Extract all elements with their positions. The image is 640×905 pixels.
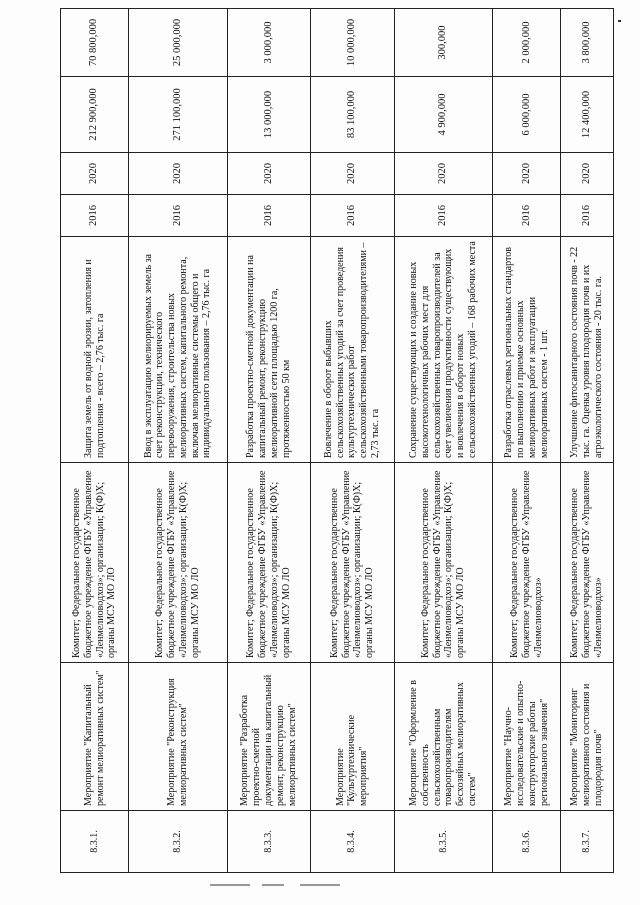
table-row [129,9,228,873]
measure-executor: Комитет; Федеральное государственное бюджетное учреждение ФГБУ «Управление «Ленмелиоводхоз»; организации; К(Ф)Х; органы МСУ МО ЛО [227,463,310,663]
measure-name: Мероприятие "Мониторинг мелиоративного состояния и плодородия почв" [561,663,614,811]
end-year: 2020 [311,153,394,195]
measure-executor: Комитет; Федеральное государственное бюджетное учреждение ФГБУ «Управление «Ленмелиоводхоз»; организации; К(Ф)Х; органы МСУ МО ЛО [394,463,493,663]
measure-result: Сохранение существующих и создание новых высокотехнологичных рабочих мест для сельскохозяйственных товаропроизводителей за счет увеличения продуктивности существующих и вовлечения в оборот новых сельскохозяйственных угодий – 168 рабочих места [394,237,493,463]
measure-name: Мероприятие "Оформление в собственность сельскохозяйственным товаропроизводителям бесхозяйных мелиоративных систем" [394,663,493,811]
budget-amount: 3 800,000 [561,9,614,77]
total-amount: 13 000,000 [227,77,310,153]
start-year: 2016 [129,195,228,237]
start-year: 2016 [561,195,614,237]
budget-amount: 70 800,000 [61,9,129,77]
budget-amount: 300,000 [394,9,493,77]
measure-executor: Комитет; Федеральное государственное бюджетное учреждение ФГБУ «Управление «Ленмелиоводхоз»; организации; К(Ф)Х; органы МСУ МО ЛО [61,463,129,663]
row-code: 8.3.5. [394,811,493,873]
row-code: 8.3.1. [61,811,129,873]
start-year: 2016 [394,195,493,237]
scan-rule [300,884,340,886]
budget-amount: 2 000,000 [493,9,561,77]
measure-result: Разработка проектно-сметной документации на капитальный ремонт, реконструкцию мелиоративной сети площадью 1200 га, протяженностью 50 км [227,237,310,463]
scan-rule [262,884,284,886]
rotated-table-container [60,9,614,873]
measure-result: Вовлечение в оборот выбывших сельскохозяйственных угодий за счет проведения культуртехнических работ сельскохозяйственными товаропроизводителями – 2,73 тыс. га [311,237,394,463]
measure-executor: Комитет; Федеральное государственное бюджетное учреждение ФГБУ «Управление «Ленмелиоводхоз»; организации; К(Ф)Х; органы МСУ МО ЛО [311,463,394,663]
table-row [61,9,129,873]
measure-result: Ввод в эксплуатацию мелиорируемых земель за счет реконструкции, технического перевооружения, строительства новых мелиоративных систем, капитального ремонта, включая мелиоративные системы общего и индивидуального пользования – 2,76 тыс. га [129,237,228,463]
start-year: 2016 [493,195,561,237]
end-year: 2020 [227,153,310,195]
measure-result: Улучшение фитосанитарного состояния почв - 22 тыс. га. Оценка уровня плодородия почв и их агроэкологического состояния - 20 тыс. га. [561,237,614,463]
measure-result: Разработка отраслевых региональных стандартов по выполнению и приемке основных мелиоративных работ и эксплуатации мелиоративных систем - 1 шт. [493,237,561,463]
total-amount: 6 000,000 [493,77,561,153]
measure-result: Защита земель от водной эрозии, затопления и подтопления - всего – 2,76 тыс. га [61,237,129,463]
end-year: 2020 [561,153,614,195]
measure-name: Мероприятие "Капитальный ремонт мелиоративных систем" [61,663,129,811]
total-amount: 4 900,000 [394,77,493,153]
start-year: 2016 [311,195,394,237]
end-year: 2020 [61,153,129,195]
total-amount: 12 400,000 [561,77,614,153]
measures-table [60,8,614,873]
end-year: 2020 [493,153,561,195]
measure-name: Мероприятие "Разработка проектно-сметной документации на капитальный ремонт, реконструкцию мелиоративных систем" [227,663,310,811]
table-row [493,9,561,873]
table-row [394,9,493,873]
budget-amount: 25 000,000 [129,9,228,77]
end-year: 2020 [394,153,493,195]
measure-executor: Комитет; Федеральное государственное бюджетное учреждение ФГБУ «Управление «Ленмелиоводхоз» [493,463,561,663]
measure-executor: Комитет; Федеральное государственное бюджетное учреждение ФГБУ «Управление «Ленмелиоводхоз» [561,463,614,663]
row-code: 8.3.3. [227,811,310,873]
budget-amount: 3 000,000 [227,9,310,77]
total-amount: 83 100,000 [311,77,394,153]
measure-executor: Комитет; Федеральное государственное бюджетное учреждение ФГБУ «Управление «Ленмелиоводхоз»; организации; К(Ф)Х; органы МСУ МО ЛО [129,463,228,663]
scan-rule [210,884,250,886]
row-code: 8.3.7. [561,811,614,873]
row-code: 8.3.6. [493,811,561,873]
measure-name: Мероприятие "Культуртехнические мероприятия" [311,663,394,811]
start-year: 2016 [227,195,310,237]
budget-amount: 10 000,000 [311,9,394,77]
scan-mark [618,20,621,22]
row-code: 8.3.4. [311,811,394,873]
table-row [227,9,310,873]
total-amount: 212 900,000 [61,77,129,153]
measure-name: Мероприятие "Реконструкция мелиоративных систем" [129,663,228,811]
measure-name: Мероприятие "Научно-исследовательские и опытно-конструкторские работы регионального значения" [493,663,561,811]
row-code: 8.3.2. [129,811,228,873]
end-year: 2020 [129,153,228,195]
table-row [561,9,614,873]
table-row [311,9,394,873]
start-year: 2016 [61,195,129,237]
total-amount: 271 100,000 [129,77,228,153]
